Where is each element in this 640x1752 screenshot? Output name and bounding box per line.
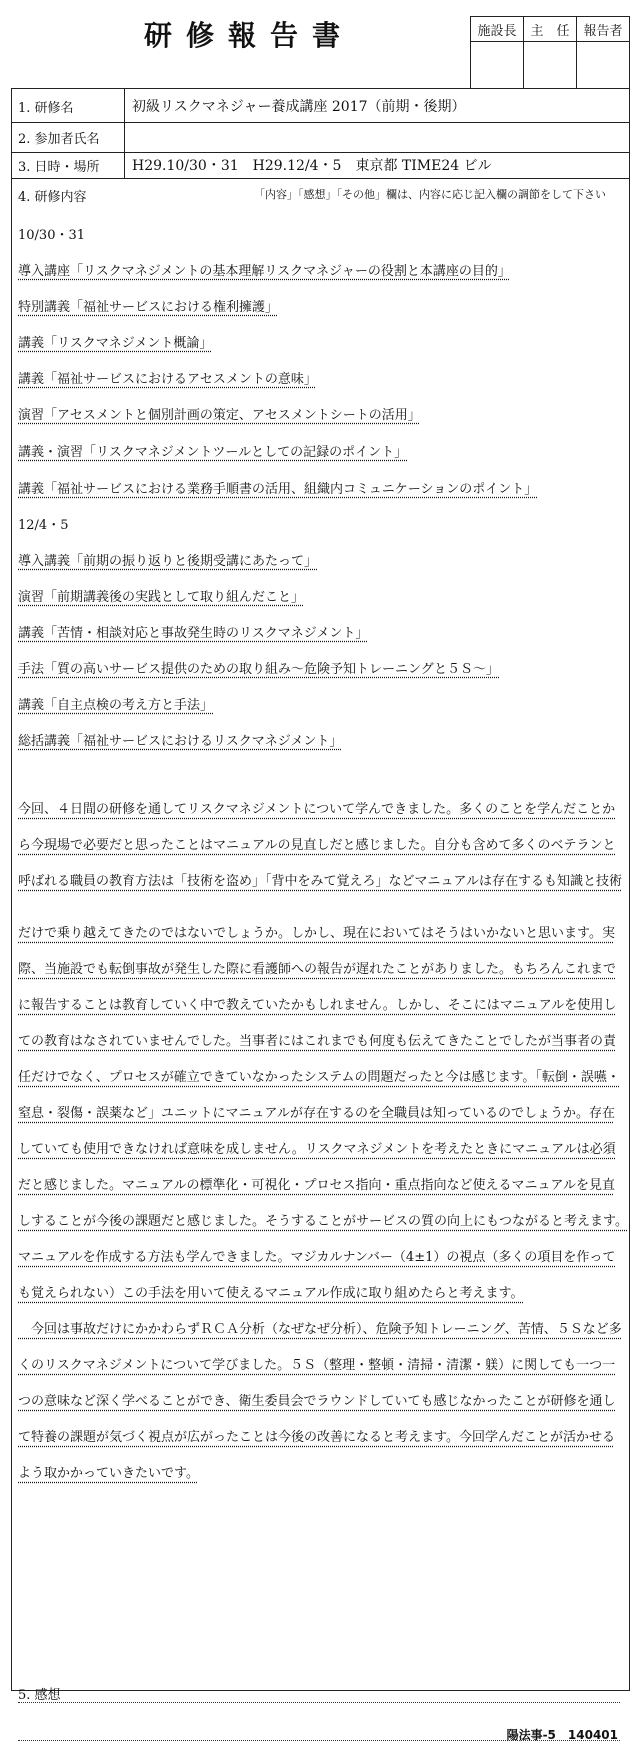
session-item: 手法「質の高いサービス提供のための取り組み～危険予知トレーニングと５Ｓ～」	[18, 662, 500, 677]
approval-header-reporter: 報告者	[577, 17, 630, 42]
approval-header-chief: 主 任	[524, 17, 577, 42]
approval-stamp-chief[interactable]	[524, 42, 577, 89]
session-item: 講義「苦情・相談対応と事故発生時のリスクマネジメント」	[18, 626, 369, 641]
session-item: 講義「自主点検の考え方と手法」	[18, 698, 214, 713]
page-title: 研修報告書	[144, 19, 355, 52]
approval-header-director: 施設長	[471, 17, 524, 42]
participant-label: 2. 参加者氏名	[18, 132, 100, 147]
report-frame	[11, 88, 630, 1691]
report-line: だと感じました。マニュアルの標準化・可視化・プロセス指向・重点指向など使えるマニュアルを見直	[18, 1178, 615, 1193]
report-line: て特養の課題が気づく視点が広がったことは今後の改善になると考えます。今回学んだことが活かせる	[18, 1430, 615, 1445]
column-divider	[124, 88, 125, 178]
session-date: 10/30・31	[18, 228, 86, 243]
content-note: 「内容」「感想」「その他」欄は、内容に応じ記入欄の調節をして下さい	[254, 188, 606, 201]
session-item: 講義「リスクマネジメント概論」	[18, 336, 213, 351]
session-item: 導入講座「リスクマネジメントの基本理解リスクマネジャーの役割と本講座の目的」	[18, 264, 511, 279]
report-line: だけで乗り越えてきたのではないでしょうか。しかし、現在においてはそうはいかないと思います。実	[18, 926, 615, 941]
approval-stamp-director[interactable]	[471, 42, 524, 89]
report-line: に報告することは教育していく中で教えていたかもしれません。しかし、そこにはマニュアルを使用し	[18, 998, 617, 1013]
session-item: 講義「福祉サービスにおけるアセスメントの意味」	[18, 372, 317, 387]
session-item: 演習「前期講義後の実践として取り組んだこと」	[18, 590, 305, 605]
footer-code: 陽法事-5 140401	[506, 1728, 618, 1742]
report-line: していても使用できなければ意味を成しません。リスクマネジメントを考えたときにマニュアルは必須	[18, 1142, 616, 1157]
report-line: ら今現場で必要だと思ったことはマニュアルの見直しだと感じました。自分も含めて多くのベテランと	[18, 838, 616, 853]
report-line: 呼ばれる職員の教育方法は「技術を盗め」「背中をみて覚えろ」などマニュアルは存在するも知識と技術	[18, 874, 622, 889]
session-item: 総括講義「福祉サービスにおけるリスクマネジメント」	[18, 734, 343, 749]
report-line: くのリスクマネジメントについて学びました。５Ｓ（整理・整頓・清掃・清潔・躾）に関しても一つ一	[18, 1358, 616, 1373]
report-line: よう取かかっていきたいです。	[18, 1466, 199, 1481]
report-line: ての教育はなされていませんでした。当事者にはこれまでも何度も伝えてきたことでしたが当事者の責	[18, 1034, 617, 1049]
report-line: も覚えられない）この手法を用いて使えるマニュアル作成に取り組めたらと考えます。	[18, 1286, 524, 1301]
report-line: 今回は事故だけにかかわらずＲＣＡ分析（なぜなぜ分析）、危険予知トレーニング、苦情、５Ｓなど多	[18, 1322, 622, 1337]
report-line: マニュアルを作成する方法も学んできました。マジカルナンバー（4±1）の視点（多くの項目を作って	[18, 1250, 616, 1265]
session-item: 特別講義「福祉サービスにおける権利擁護」	[18, 300, 279, 315]
report-line: 窒息・裂傷・誤薬など」ユニットにマニュアルが存在するのを全職員は知っているのでしょうか。存在	[18, 1106, 615, 1121]
report-line: 今回、４日間の研修を通してリスクマネジメントについて学んできました。多くのことを学んだことか	[18, 802, 616, 817]
training-name-value[interactable]: 初級リスクマネジャー養成講座 2017（前期・後期）	[132, 99, 466, 115]
report-line: 際、当施設でも転倒事故が発生した際に看護師への報告が遅れたことがありました。もちろんこれまで	[18, 962, 617, 977]
row-divider	[11, 178, 630, 179]
training-name-label: 1. 研修名	[18, 101, 74, 116]
dotted-line	[18, 1702, 620, 1703]
date-place-label: 3. 日時・場所	[18, 160, 100, 175]
row-divider	[11, 122, 630, 123]
content-label: 4. 研修内容	[18, 190, 87, 205]
session-item: 演習「アセスメントと個別計画の策定、アセスメントシートの活用」	[18, 408, 421, 423]
report-line: つの意味など深く学べることができ、衛生委員会でラウンドしていても感じなかったことが研修を通し	[18, 1394, 616, 1409]
session-item: 導入講義「前期の振り返りと後期受講にあたって」	[18, 554, 318, 569]
approval-stamp-table	[470, 16, 630, 89]
impressions-heading: 5. 感想	[18, 1688, 61, 1703]
date-place-value[interactable]: H29.10/30・31 H29.12/4・5 東京都 TIME24 ビル	[132, 158, 492, 174]
session-date: 12/4・5	[18, 518, 69, 533]
report-line: しすることが今後の課題だと感じました。そうすることがサービスの質の向上にもつながると考えます。	[18, 1214, 628, 1229]
row-divider	[11, 152, 630, 153]
approval-stamp-reporter[interactable]	[577, 42, 630, 89]
report-line: 任だけでなく、プロセスが確立できていなかったシステムの問題だったと今は感じます。「転倒・誤嚥・	[18, 1070, 620, 1085]
session-item: 講義・演習「リスクマネジメントツールとしての記録のポイント」	[18, 445, 408, 460]
session-item: 講義「福祉サービスにおける業務手順書の活用、組織内コミュニケーションのポイント」	[18, 482, 538, 497]
